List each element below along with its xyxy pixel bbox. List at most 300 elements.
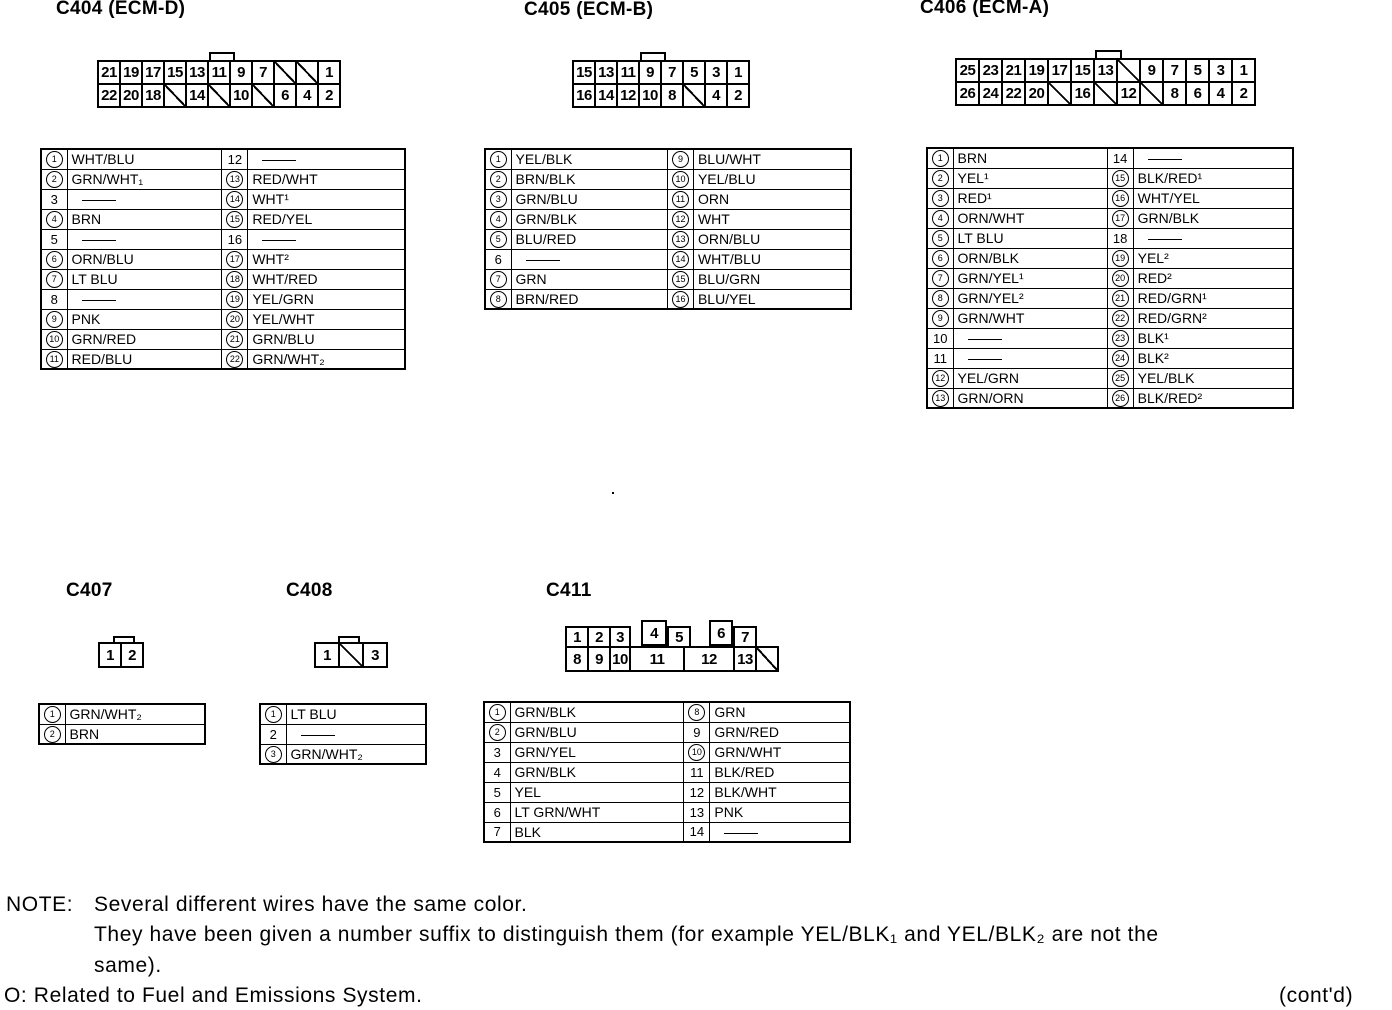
pin-number: 14 <box>667 249 693 269</box>
pin-number: 5 <box>927 228 953 248</box>
c411-title: C411 <box>546 580 592 601</box>
connector-cavity: 3 <box>704 60 728 85</box>
wire-color: BLU/GRN <box>693 269 851 289</box>
connector-cavity: 6 <box>709 620 733 646</box>
wire-color: GRN/BLU <box>510 722 684 742</box>
connector-cavity: 9 <box>638 60 662 85</box>
connector-cavity: 7 <box>660 60 684 85</box>
connector-cavity: 21 <box>1001 58 1026 83</box>
pin-number: 1 <box>39 704 65 724</box>
wire-color-unused <box>248 149 405 169</box>
connector-cavity <box>273 60 297 85</box>
pin-number: 8 <box>927 288 953 308</box>
stray-dot <box>612 492 614 494</box>
table-row <box>41 289 405 309</box>
c405-title: C405 (ECM-B) <box>524 0 654 20</box>
wire-color: WHT² <box>248 249 405 269</box>
table-row <box>41 209 405 229</box>
wire-color: WHT <box>693 209 851 229</box>
wire-color: WHT/YEL <box>1133 188 1293 208</box>
connector-cavity: 24 <box>978 81 1003 106</box>
connector-cavity: 7 <box>733 626 757 648</box>
pin-number: 1 <box>484 702 510 722</box>
wire-color: BLK/RED¹ <box>1133 168 1293 188</box>
pin-number: 8 <box>41 289 67 309</box>
connector-cavity: 2 <box>587 626 611 648</box>
table-row <box>927 368 1293 388</box>
wire-color-unused <box>953 328 1107 348</box>
pin-number: 18 <box>222 269 248 289</box>
wire-color: GRN <box>710 702 850 722</box>
connector-cavity <box>1093 81 1118 106</box>
pin-number: 6 <box>41 249 67 269</box>
c408-pin-table <box>259 703 427 765</box>
pin-number: 6 <box>927 248 953 268</box>
connector-cavity: 15 <box>572 60 596 85</box>
pin-number: 3 <box>260 744 286 764</box>
pin-number: 24 <box>1107 348 1133 368</box>
note-line-1: Several different wires have the same color. <box>94 893 528 916</box>
table-row <box>41 149 405 169</box>
wire-color: GRN/BLU <box>511 189 667 209</box>
table-row <box>927 228 1293 248</box>
wire-color: LT BLU <box>286 704 426 724</box>
c405-pin-table <box>484 148 852 310</box>
connector-cavity: 17 <box>141 60 165 85</box>
pin-number: 14 <box>684 822 710 842</box>
table-row <box>39 724 205 744</box>
connector-cavity <box>295 60 319 85</box>
wire-color-unused <box>710 822 850 842</box>
pin-number: 16 <box>667 289 693 309</box>
wire-color-unused <box>953 348 1107 368</box>
wire-color-unused <box>67 189 222 209</box>
wire-color: BLK/RED² <box>1133 388 1293 408</box>
table-row <box>485 249 851 269</box>
table-row <box>41 269 405 289</box>
wire-color: GRN/BLK <box>510 702 684 722</box>
wire-color: GRN/WHT <box>953 308 1107 328</box>
wire-color: BRN <box>953 148 1107 168</box>
wire-color: GRN <box>511 269 667 289</box>
wire-color: GRN/YEL¹ <box>953 268 1107 288</box>
table-row <box>927 248 1293 268</box>
pin-number: 19 <box>1107 248 1133 268</box>
wire-color: GRN/YEL² <box>953 288 1107 308</box>
wire-color: GRN/BLU <box>248 329 405 349</box>
pin-number: 18 <box>1107 228 1133 248</box>
table-row <box>260 704 426 724</box>
wire-color: BLU/YEL <box>693 289 851 309</box>
connector-cavity <box>755 646 779 672</box>
pin-number: 4 <box>484 762 510 782</box>
pin-number: 4 <box>927 208 953 228</box>
wire-color: GRN/WHT₂ <box>248 349 405 369</box>
pin-number: 10 <box>667 169 693 189</box>
table-row <box>927 208 1293 228</box>
pin-number: 26 <box>1107 388 1133 408</box>
pin-number: 3 <box>485 189 511 209</box>
wire-color-unused <box>67 289 222 309</box>
wire-color: RED/WHT <box>248 169 405 189</box>
wire-color-unused <box>1133 228 1293 248</box>
table-row <box>927 388 1293 408</box>
pin-number: 11 <box>41 349 67 369</box>
connector-cavity: 11 <box>207 60 231 85</box>
pin-number: 23 <box>1107 328 1133 348</box>
table-row <box>484 802 850 822</box>
wire-color: BLK/WHT <box>710 782 850 802</box>
pin-number: 16 <box>222 229 248 249</box>
connector-cavity: 13 <box>185 60 209 85</box>
connector-cavity: 3 <box>1208 58 1233 83</box>
pin-number: 11 <box>927 348 953 368</box>
pin-number: 4 <box>485 209 511 229</box>
connector-cavity: 6 <box>1185 81 1210 106</box>
connector-cavity <box>682 83 706 108</box>
pin-number: 17 <box>1107 208 1133 228</box>
c408-title: C408 <box>286 580 333 601</box>
pin-number: 2 <box>260 724 286 744</box>
pin-number: 19 <box>222 289 248 309</box>
pin-number: 13 <box>667 229 693 249</box>
connector-cavity <box>163 83 187 108</box>
wire-color: RED/BLU <box>67 349 222 369</box>
note-line-2: They have been given a number suffix to distinguish them (for example YEL/BLK₁ and YEL/BLK₂ are not the <box>94 923 1159 946</box>
wire-color: GRN/WHT₂ <box>286 744 426 764</box>
connector-cavity: 3 <box>362 642 388 668</box>
connector-cavity: 7 <box>251 60 275 85</box>
connector-cavity: 2 <box>1231 81 1256 106</box>
c406-title: C406 (ECM-A) <box>920 0 1050 18</box>
pin-number: 22 <box>222 349 248 369</box>
table-row <box>485 269 851 289</box>
pin-number: 13 <box>684 802 710 822</box>
wire-color: WHT/BLU <box>67 149 222 169</box>
pin-number: 20 <box>222 309 248 329</box>
connector-cavity: 19 <box>119 60 143 85</box>
table-row <box>41 309 405 329</box>
wire-color-unused <box>248 229 405 249</box>
connector-cavity: 12 <box>683 646 735 672</box>
wire-color: YEL/BLK <box>1133 368 1293 388</box>
wire-color: YEL¹ <box>953 168 1107 188</box>
pin-number: 12 <box>667 209 693 229</box>
pin-number: 7 <box>41 269 67 289</box>
pin-number: 1 <box>927 148 953 168</box>
table-row <box>927 188 1293 208</box>
table-row <box>485 209 851 229</box>
connector-cavity: 4 <box>1208 81 1233 106</box>
wire-color: BRN <box>65 724 205 744</box>
wire-color: GRN/WHT <box>710 742 850 762</box>
table-row <box>484 822 850 842</box>
pin-number: 8 <box>684 702 710 722</box>
pin-number: 14 <box>222 189 248 209</box>
connector-cavity: 2 <box>317 83 341 108</box>
pin-number: 17 <box>222 249 248 269</box>
pin-number: 7 <box>927 268 953 288</box>
pin-number: 12 <box>684 782 710 802</box>
wire-color: YEL² <box>1133 248 1293 268</box>
table-row <box>927 348 1293 368</box>
wire-color: ORN <box>693 189 851 209</box>
pin-number: 22 <box>1107 308 1133 328</box>
wire-color: RED/YEL <box>248 209 405 229</box>
pin-number: 5 <box>485 229 511 249</box>
wire-color: LT BLU <box>67 269 222 289</box>
table-row <box>485 229 851 249</box>
table-row <box>484 702 850 722</box>
connector-cavity: 1 <box>726 60 750 85</box>
connector-cavity: 5 <box>1185 58 1210 83</box>
pin-number: 9 <box>927 308 953 328</box>
pin-number: 10 <box>41 329 67 349</box>
wire-color: RED¹ <box>953 188 1107 208</box>
connector-cavity <box>1139 81 1164 106</box>
pin-number: 21 <box>1107 288 1133 308</box>
table-row <box>41 329 405 349</box>
c411-pin-table <box>483 701 851 843</box>
connector-cavity: 2 <box>726 83 750 108</box>
table-row <box>260 744 426 764</box>
wire-color: WHT/BLU <box>693 249 851 269</box>
connector-cavity: 3 <box>609 626 631 648</box>
wire-color: GRN/RED <box>67 329 222 349</box>
connector-cavity: 15 <box>163 60 187 85</box>
table-row <box>41 189 405 209</box>
wire-color: LT BLU <box>953 228 1107 248</box>
table-row <box>484 762 850 782</box>
connector-cavity: 20 <box>119 83 143 108</box>
wire-color: WHT¹ <box>248 189 405 209</box>
pin-number: 15 <box>667 269 693 289</box>
table-row <box>927 288 1293 308</box>
wire-color: BRN/RED <box>511 289 667 309</box>
pin-number: 4 <box>41 209 67 229</box>
wire-color-unused <box>1133 148 1293 168</box>
pin-number: 2 <box>41 169 67 189</box>
connector-cavity: 25 <box>955 58 980 83</box>
connector-cavity: 4 <box>641 620 667 646</box>
table-row <box>485 189 851 209</box>
pin-number: 1 <box>260 704 286 724</box>
table-row <box>484 742 850 762</box>
table-row <box>41 229 405 249</box>
connector-cavity: 1 <box>314 642 340 668</box>
pin-number: 9 <box>667 149 693 169</box>
connector-cavity: 13 <box>594 60 618 85</box>
connector-cavity: 16 <box>572 83 596 108</box>
wire-color: BLU/RED <box>511 229 667 249</box>
table-row <box>41 349 405 369</box>
wire-color: YEL/GRN <box>248 289 405 309</box>
connector-cavity: 5 <box>667 626 691 648</box>
wire-color: GRN/ORN <box>953 388 1107 408</box>
connector-cavity: 14 <box>185 83 209 108</box>
c404-pin-table <box>40 148 406 370</box>
connector-cavity <box>251 83 275 108</box>
table-row <box>39 704 205 724</box>
connector-cavity: 11 <box>629 646 685 672</box>
connector-cavity: 13 <box>1093 58 1118 83</box>
pin-number: 15 <box>1107 168 1133 188</box>
wire-color: YEL/GRN <box>953 368 1107 388</box>
pin-number: 25 <box>1107 368 1133 388</box>
connector-cavity <box>207 83 231 108</box>
pin-number: 10 <box>684 742 710 762</box>
wire-color: GRN/BLK <box>511 209 667 229</box>
table-row <box>927 148 1293 168</box>
table-row <box>927 268 1293 288</box>
pin-number: 15 <box>222 209 248 229</box>
table-row <box>484 722 850 742</box>
connector-cavity: 10 <box>229 83 253 108</box>
pin-number: 11 <box>667 189 693 209</box>
wire-color: BLK¹ <box>1133 328 1293 348</box>
pin-number: 8 <box>485 289 511 309</box>
pin-number: 12 <box>927 368 953 388</box>
pin-number: 3 <box>484 742 510 762</box>
table-row <box>41 249 405 269</box>
pin-number: 5 <box>41 229 67 249</box>
connector-cavity: 1 <box>1231 58 1256 83</box>
pin-number: 7 <box>484 822 510 842</box>
connector-cavity <box>1047 81 1072 106</box>
wire-color: ORN/BLU <box>693 229 851 249</box>
pin-number: 11 <box>684 762 710 782</box>
c407-pin-table <box>38 703 206 745</box>
pin-number: 9 <box>41 309 67 329</box>
connector-cavity: 18 <box>141 83 165 108</box>
table-row <box>485 289 851 309</box>
wire-color: RED/GRN¹ <box>1133 288 1293 308</box>
continued-label: (cont'd) <box>1279 984 1354 1007</box>
note-label: NOTE: <box>6 893 74 916</box>
wire-color: ORN/WHT <box>953 208 1107 228</box>
wire-color: YEL <box>510 782 684 802</box>
wire-color: GRN/WHT₂ <box>65 704 205 724</box>
wire-color: GRN/RED <box>710 722 850 742</box>
wire-color: RED/GRN² <box>1133 308 1293 328</box>
wire-color: BLK <box>510 822 684 842</box>
wire-color: GRN/WHT₁ <box>67 169 222 189</box>
wire-color: GRN/YEL <box>510 742 684 762</box>
wire-color: ORN/BLU <box>67 249 222 269</box>
wire-color-unused <box>511 249 667 269</box>
connector-cavity: 12 <box>616 83 640 108</box>
wire-color: BLU/WHT <box>693 149 851 169</box>
pin-number: 1 <box>41 149 67 169</box>
wire-color: BLK² <box>1133 348 1293 368</box>
wire-color-unused <box>286 724 426 744</box>
connector-cavity <box>1116 58 1141 83</box>
connector-cavity: 11 <box>616 60 640 85</box>
connector-cavity: 15 <box>1070 58 1095 83</box>
connector-cavity <box>338 642 364 668</box>
table-row <box>927 168 1293 188</box>
wire-color: PNK <box>710 802 850 822</box>
connector-cavity: 8 <box>565 646 589 672</box>
legend-fuel-emissions: O: Related to Fuel and Emissions System. <box>4 984 423 1007</box>
connector-cavity: 10 <box>609 646 631 672</box>
table-row <box>485 169 851 189</box>
connector-cavity: 21 <box>97 60 121 85</box>
connector-cavity: 8 <box>1162 81 1187 106</box>
pin-number: 5 <box>484 782 510 802</box>
table-row <box>484 782 850 802</box>
connector-cavity: 17 <box>1047 58 1072 83</box>
wire-color: YEL/BLK <box>511 149 667 169</box>
c406-pin-table <box>926 147 1294 409</box>
pin-number: 6 <box>484 802 510 822</box>
pin-number: 10 <box>927 328 953 348</box>
pin-number: 16 <box>1107 188 1133 208</box>
wire-color: YEL/BLU <box>693 169 851 189</box>
pin-number: 6 <box>485 249 511 269</box>
wire-color: BLK/RED <box>710 762 850 782</box>
connector-cavity: 14 <box>594 83 618 108</box>
connector-cavity: 13 <box>733 646 757 672</box>
pin-number: 14 <box>1107 148 1133 168</box>
pin-number: 7 <box>485 269 511 289</box>
connector-cavity: 23 <box>978 58 1003 83</box>
table-row <box>260 724 426 744</box>
connector-cavity: 22 <box>97 83 121 108</box>
c404-title: C404 (ECM-D) <box>56 0 186 19</box>
pin-number: 2 <box>484 722 510 742</box>
wire-color: BRN/BLK <box>511 169 667 189</box>
pin-number: 2 <box>927 168 953 188</box>
connector-cavity: 4 <box>295 83 319 108</box>
wire-color: GRN/BLK <box>510 762 684 782</box>
wire-color: ORN/BLK <box>953 248 1107 268</box>
connector-cavity: 16 <box>1070 81 1095 106</box>
pin-number: 21 <box>222 329 248 349</box>
pin-number: 13 <box>222 169 248 189</box>
pin-number: 2 <box>39 724 65 744</box>
pin-number: 12 <box>222 149 248 169</box>
pin-number: 3 <box>41 189 67 209</box>
pin-number: 2 <box>485 169 511 189</box>
note-line-3: same). <box>94 954 162 977</box>
wire-color: PNK <box>67 309 222 329</box>
wire-color: LT GRN/WHT <box>510 802 684 822</box>
table-row <box>485 149 851 169</box>
table-row <box>927 308 1293 328</box>
connector-cavity: 7 <box>1162 58 1187 83</box>
connector-cavity: 8 <box>660 83 684 108</box>
c407-title: C407 <box>66 580 113 601</box>
connector-cavity: 5 <box>682 60 706 85</box>
wire-color: WHT/RED <box>248 269 405 289</box>
connector-cavity: 6 <box>273 83 297 108</box>
pin-number: 13 <box>927 388 953 408</box>
connector-cavity: 1 <box>98 642 122 668</box>
connector-cavity: 2 <box>120 642 144 668</box>
connector-cavity: 19 <box>1024 58 1049 83</box>
pin-number: 9 <box>684 722 710 742</box>
connector-cavity: 9 <box>1139 58 1164 83</box>
connector-cavity: 10 <box>638 83 662 108</box>
wire-color: RED² <box>1133 268 1293 288</box>
connector-cavity: 1 <box>565 626 589 648</box>
connector-cavity: 9 <box>587 646 611 672</box>
table-row <box>41 169 405 189</box>
wire-color: GRN/BLK <box>1133 208 1293 228</box>
wire-color-unused <box>67 229 222 249</box>
table-row <box>927 328 1293 348</box>
